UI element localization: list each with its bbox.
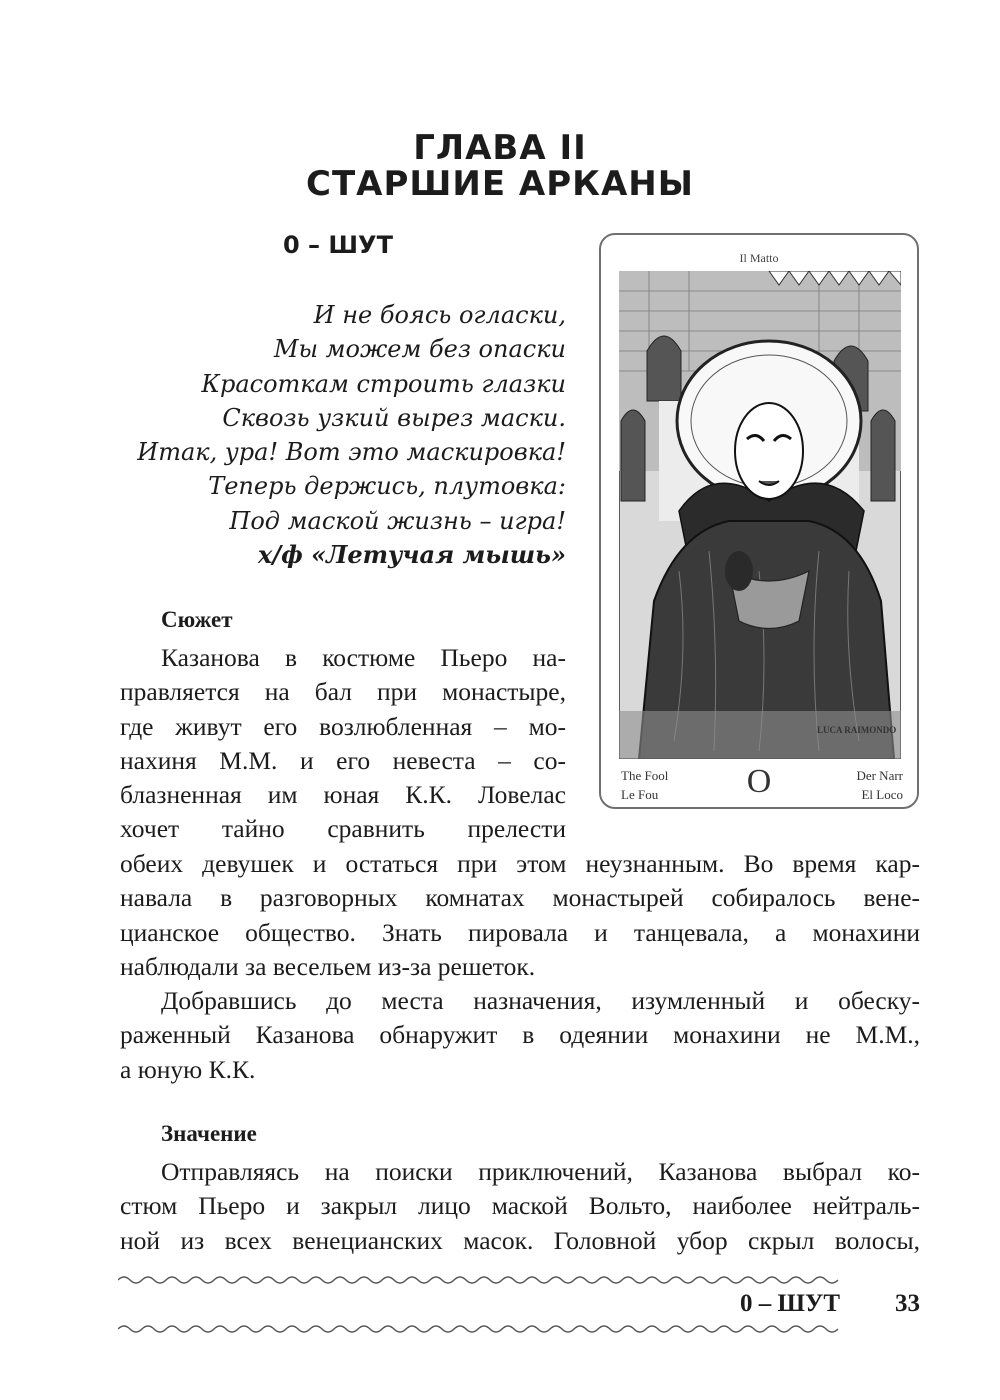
card-name-de: Der Narr (856, 768, 903, 783)
card-name-en: The Fool (621, 768, 669, 783)
text-line: правляется на бал при монастыре, (120, 677, 566, 707)
footer-wave-top (118, 1273, 840, 1287)
epigraph-line: Сквозь узкий вырез маски. (222, 403, 566, 432)
tarot-card (599, 233, 919, 809)
text-line: Казанова в костюме Пьеро на- (161, 643, 566, 672)
card-name-fr: Le Fou (621, 787, 659, 802)
meaning-heading: Значение (161, 1121, 257, 1146)
meaning-paragraph (120, 1155, 920, 1258)
text-line: стюм Пьеро и закрыл лицо маской Вольто, наиболее нейтраль- (120, 1191, 920, 1221)
text-line: ной из всех венецианских масок. Головной убор скрыл волосы, (120, 1225, 920, 1255)
epigraph-source: х/ф «Летучая мышь» (258, 540, 566, 570)
text-line: где живут его возлюбленная – мо- (120, 711, 566, 741)
epigraph-line: Красоткам строить глазки (201, 369, 566, 398)
epigraph (110, 298, 566, 572)
card-illustration (619, 271, 901, 759)
plot-paragraph-narrow (120, 641, 566, 847)
epigraph-line: Итак, ура! Вот это маскировка! (137, 438, 566, 467)
text-line: хочет тайно сравнить прелести (120, 814, 566, 844)
text-line: цианское общество. Знать пировала и танцевала, а монахини (120, 917, 920, 947)
text-line: блазненная им юная К.К. Ловелас (120, 780, 566, 810)
chapter-title: СТАРШИЕ АРКАНЫ (306, 164, 694, 204)
text-line: навала в разговорных комнатах монастырей собиралось вене- (120, 883, 920, 913)
running-title: 0 – ШУТ (740, 1290, 840, 1317)
text-line: Отправляясь на поиски приключений, Казанова выбрал ко- (161, 1157, 920, 1186)
text-line: обеих девушек и остаться при этом неузнанным. Во время кар- (120, 849, 920, 878)
text-line: а юную К.К. (120, 1054, 256, 1084)
card-name-es: El Loco (861, 787, 903, 802)
footer-wave-bottom (118, 1322, 840, 1336)
text-line: раженный Казанова обнаружит в одеянии монахини не М.М., (120, 1020, 920, 1050)
page-number: 33 (895, 1290, 920, 1317)
chapter-number: ГЛАВА II (413, 128, 587, 168)
epigraph-line: Теперь держись, плутовка: (208, 472, 566, 501)
text-line: Добравшись до места назначения, изумленный и обеску- (161, 986, 920, 1015)
epigraph-line: Мы можем без опаски (273, 335, 566, 364)
plot-paragraph-2 (120, 984, 920, 1087)
epigraph-line: Под маской жизнь – игра! (229, 506, 566, 535)
plot-heading: Сюжет (161, 607, 233, 632)
section-title: 0 – ШУТ (283, 231, 393, 259)
plot-paragraph-wide (120, 847, 920, 984)
epigraph-line: И не боясь огласки, (313, 301, 566, 329)
artist-signature: LUCA RAIMONDO (817, 725, 897, 735)
text-line: нахиня М.М. и его невеста – со- (120, 745, 566, 775)
text-line: наблюдали за весельем из-за решеток. (120, 951, 536, 981)
card-numeral: O (746, 763, 772, 800)
card-title: Il Matto (739, 251, 779, 265)
